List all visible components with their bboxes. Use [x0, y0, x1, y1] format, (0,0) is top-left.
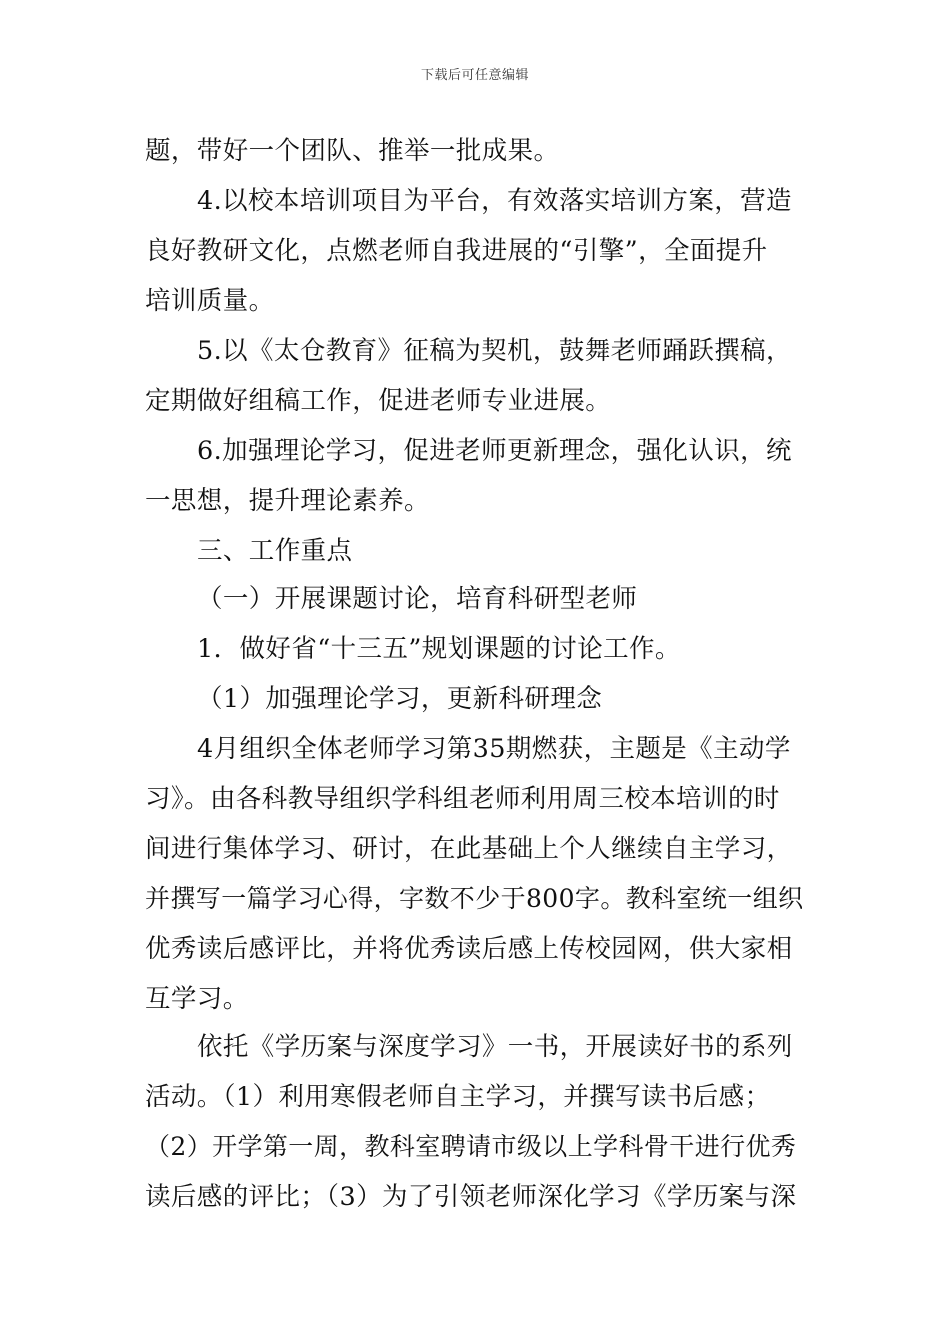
text-line: 题，带好一个团队、推举一批成果。	[145, 136, 560, 166]
text-line: 培训质量。	[145, 286, 275, 316]
text-line: 活动。（1）利用寒假老师自主学习，并撰写读书后感；	[145, 1082, 771, 1112]
section-heading: 三、工作重点	[197, 536, 353, 566]
text-line: 定期做好组稿工作，促进老师专业进展。	[145, 386, 612, 416]
subsection-heading: （1）加强理论学习，更新科研理念	[197, 684, 603, 714]
text-line: 良好教研文化，点燃老师自我进展的“引擎”，全面提升	[145, 236, 768, 266]
subsection-heading: （一）开展课题讨论，培育科研型老师	[197, 584, 638, 614]
text-line: 并撰写一篇学习心得，字数不少于800字。教科室统一组织	[145, 884, 804, 913]
text-line: 优秀读后感评比，并将优秀读后感上传校园网，供大家相	[145, 934, 793, 964]
text-line: 4月组织全体老师学习第35期燃获，主题是《主动学	[197, 734, 791, 764]
page-header: 下载后可任意编辑	[420, 68, 529, 83]
text-line: 依托《学历案与深度学习》一书，开展读好书的系列	[197, 1032, 793, 1062]
text-line: 6.加强理论学习，促进老师更新理念，强化认识，统	[197, 436, 792, 466]
text-line: 1．做好省“十三五”规划课题的讨论工作。	[197, 634, 681, 664]
text-line: 间进行集体学习、研讨，在此基础上个人继续自主学习，	[145, 834, 793, 864]
text-line: 一思想，提升理论素养。	[145, 486, 430, 516]
text-line: 互学习。	[145, 984, 249, 1014]
text-line: 习》。由各科教导组织学科组老师利用周三校本培训的时	[145, 784, 780, 814]
text-line: 4.以校本培训项目为平台，有效落实培训方案，营造	[197, 186, 792, 216]
text-line: 读后感的评比；（3）为了引领老师深化学习《学历案与深	[145, 1182, 797, 1212]
text-line: 5.以《太仓教育》征稿为契机，鼓舞老师踊跃撰稿，	[197, 336, 792, 366]
text-line: （2）开学第一周，教科室聘请市级以上学科骨干进行优秀	[145, 1132, 797, 1161]
